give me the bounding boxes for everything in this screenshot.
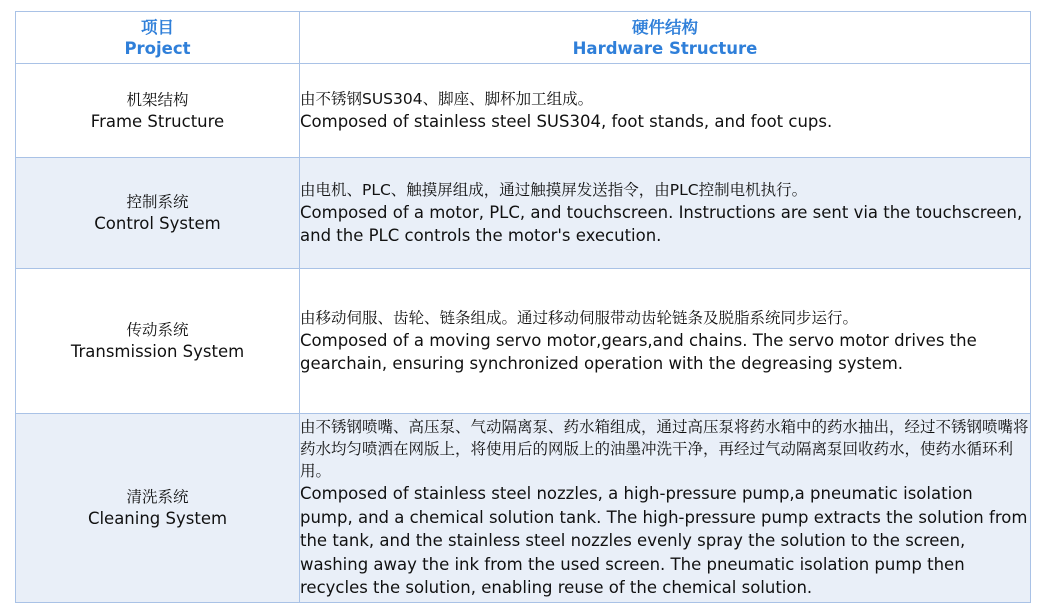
project-name-cell bbox=[16, 158, 300, 269]
table-header-row bbox=[16, 12, 1031, 64]
project-name-cell bbox=[16, 414, 300, 603]
description-zh: 由不锈钢喷嘴、高压泵、气动隔离泵、药水箱组成，通过高压泵将药水箱中的药水抽出，经过不锈钢喷嘴将药水均匀喷洒在网版上，将使用后的网版上的油墨冲洗干净，再经过气动隔离泵回收药水，使药水循环利用。 bbox=[300, 418, 1029, 481]
project-name-cell bbox=[16, 269, 300, 414]
project-name-zh: 机架结构 bbox=[126, 90, 189, 109]
hardware-header-en: Hardware Structure bbox=[572, 38, 758, 58]
hardware-description-cell bbox=[300, 158, 1031, 269]
description-zh: 由电机、PLC、触摸屏组成，通过触摸屏发送指令，由PLC控制电机执行。 bbox=[300, 180, 808, 199]
project-name-en: Control System bbox=[94, 214, 221, 233]
project-name-en: Cleaning System bbox=[87, 509, 228, 528]
table-row bbox=[16, 414, 1031, 603]
project-header-en: Project bbox=[124, 38, 191, 58]
description-en: Composed of stainless steel SUS304, foot stands, and foot cups. bbox=[300, 111, 833, 131]
description-en: Composed of stainless steel nozzles, a high-pressure pump,a pneumatic isolation pump, and a chemical solution tank. The high-pressure pump extracts the solution from the tank, and the stainless steel nozzles evenly spray the solution to the screen, washing away the ink from the used screen. The pneumatic isolation pump then recycles the solution, enabling reuse of the chemical solution. bbox=[300, 484, 1028, 598]
description-en: Composed of a moving servo motor,gears,and chains. The servo motor drives the gearchain, ensuring synchronized operation with the degreasing system. bbox=[300, 330, 977, 373]
project-name-cell bbox=[16, 64, 300, 158]
project-header-cell bbox=[16, 12, 300, 64]
project-name-en: Transmission System bbox=[70, 342, 245, 361]
table-row bbox=[16, 269, 1031, 414]
hardware-description-cell bbox=[300, 64, 1031, 158]
description-zh: 由移动伺服、齿轮、链条组成。通过移动伺服带动齿轮链条及脱脂系统同步运行。 bbox=[300, 308, 859, 327]
hardware-description-cell bbox=[300, 414, 1031, 603]
hardware-header-cell bbox=[300, 12, 1031, 64]
hardware-header-zh: 硬件结构 bbox=[632, 17, 698, 37]
project-name-zh: 控制系统 bbox=[126, 193, 189, 211]
table-row bbox=[16, 64, 1031, 158]
project-name-en: Frame Structure bbox=[90, 111, 225, 131]
hardware-description-cell bbox=[300, 269, 1031, 414]
hardware-spec-table bbox=[15, 11, 1031, 603]
table-row bbox=[16, 158, 1031, 269]
description-zh: 由不锈钢SUS304、脚座、脚杯加工组成。 bbox=[300, 89, 594, 108]
project-name-zh: 清洗系统 bbox=[126, 488, 189, 506]
description-en: Composed of a motor, PLC, and touchscreen. Instructions are sent via the touchscreen, and the PLC controls the motor's execution. bbox=[300, 202, 1023, 245]
project-header-zh: 项目 bbox=[141, 17, 174, 37]
project-name-zh: 传动系统 bbox=[126, 321, 189, 339]
